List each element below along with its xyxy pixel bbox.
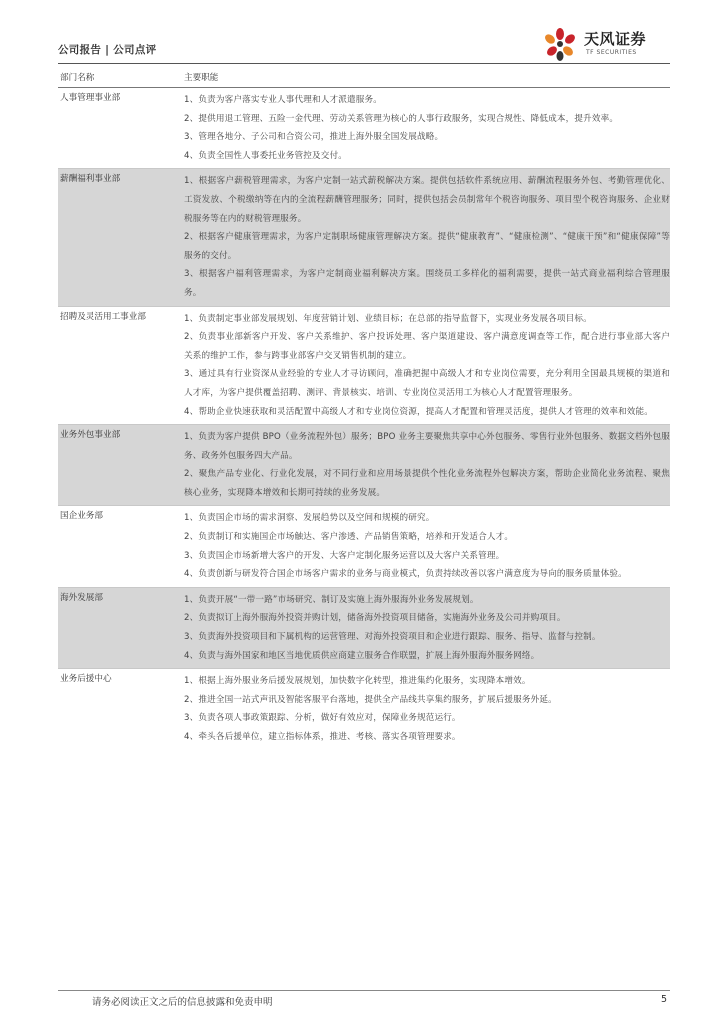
column-header-duties: 主要职能 (184, 67, 670, 88)
duty-item: 2、聚焦产品专业化、行业化发展，对不同行业和应用场景提供个性化业务流程外包解决方案，帮助企业简化业务流程、聚焦核心业务，实现降本增效和长期可持续的业务发展。 (184, 469, 670, 498)
department-name: 业务后援中心 (58, 669, 184, 750)
brand-logo (540, 26, 670, 62)
duty-item: 2、推进全国一站式声讯及智能客服平台落地，提供全产品线共享集约服务，扩展后援服务外延。 (184, 694, 557, 705)
column-header-department: 部门名称 (58, 67, 184, 88)
table-row (58, 506, 670, 587)
table-body (58, 88, 670, 750)
table-row (58, 587, 670, 668)
table-row (58, 425, 670, 506)
duty-item: 4、帮助企业快速获取和灵活配置中高级人才和专业岗位资源，提高人才配置和管理灵活度，提供人才管理的效率和效能。 (184, 406, 654, 417)
logo-english-text: TF SECURITIES (586, 49, 637, 56)
footer-divider (58, 990, 670, 991)
duty-item: 1、根据上海外服业务后援发展规划，加快数字化转型，推进集约化服务，实现降本增效。 (184, 676, 531, 687)
duty-item: 4、负责全国性人事委托业务管控及交付。 (184, 150, 348, 161)
department-duties (184, 88, 670, 169)
table-row (58, 169, 670, 306)
department-name: 业务外包事业部 (58, 425, 184, 506)
duty-item: 2、提供用退工管理、五险一金代理、劳动关系管理为核心的人事行政服务，实现合规性、降低成本，提升效率。 (184, 113, 619, 124)
department-name: 人事管理事业部 (58, 88, 184, 169)
department-duties (184, 587, 670, 668)
table-header-row (58, 67, 670, 88)
duty-item: 3、管理各地分、子公司和合资公司，推进上海外服全国发展战略。 (184, 132, 444, 143)
duty-item: 4、负责与海外国家和地区当地优质供应商建立服务合作联盟，扩展上海外服海外服务网络。 (184, 650, 540, 661)
disclaimer-text: 请务必阅读正文之后的信息披露和免责申明 (92, 997, 273, 1008)
logo-flower-icon (540, 26, 580, 62)
duty-item: 2、负责事业部新客户开发、客户关系维护、客户投诉处理、客户渠道建设、客户满意度调查等工作，配合进行事业部大客户关系的维护工作，参与跨事业部客户交叉销售机制的建立。 (184, 332, 670, 361)
duty-item: 1、根据客户薪税管理需求，为客户定制一站式薪税解决方案。提供包括软件系统应用、薪酬流程服务外包、考勤管理优化、工资发放、个税缴纳等在内的全流程薪酬管理服务；同时，提供包括会员制常年个税咨询服务、项目型个税咨询服务、企业财税服务等在内的财税管理服务。 (184, 176, 670, 224)
department-name: 国企业务部 (58, 506, 184, 587)
department-duties (184, 506, 670, 587)
duty-item: 1、负责国企市场的需求洞察、发展趋势以及空间和规模的研究。 (184, 513, 435, 524)
department-duties (184, 669, 670, 750)
duty-item: 4、牵头各后援单位，建立指标体系，推进、考核、落实各项管理要求。 (184, 732, 461, 742)
duty-item: 2、负责拟订上海外服海外投资并购计划，储备海外投资项目储备，实施海外业务及公司并购项目。 (184, 613, 566, 624)
logo-text: 天风证券 (584, 30, 647, 48)
page-number: 5 (660, 994, 667, 1005)
duty-item: 2、根据客户健康管理需求，为客户定制职场健康管理解决方案。提供“健康教育”、“健康检测”、“健康干预”和“健康保障”等服务的交付。 (184, 232, 670, 261)
duty-item: 1、负责开展“一带一路”市场研究、制订及实施上海外服海外业务发展规划。 (184, 594, 479, 605)
department-duties (184, 425, 670, 506)
duty-item: 3、负责各项人事政策跟踪、分析，做好有效应对，保障业务规范运行。 (184, 713, 461, 724)
duty-item: 1、负责为客户提供 BPO（业务流程外包）服务；BPO 业务主要聚焦共享中心外包服务、零售行业外包服务、数据文档外包服务、政务外包服务四大产品。 (184, 432, 670, 461)
duty-item: 1、负责制定事业部发展规划、年度营销计划、业绩目标；在总部的指导监督下，实现业务发展各项目标。 (184, 313, 592, 324)
department-name: 薪酬福利事业部 (58, 169, 184, 306)
department-duties (184, 169, 670, 306)
duty-item: 3、根据客户福利管理需求，为客户定制商业福利解决方案。围绕员工多样化的福利需要，提供一站式商业福利综合管理服务。 (184, 269, 670, 298)
department-table (58, 67, 670, 750)
table-row (58, 306, 670, 425)
department-duties (184, 306, 670, 425)
duty-item: 4、负责创新与研发符合国企市场客户需求的业务与商业模式，负责持续改善以客户满意度为导向的服务质量体验。 (184, 569, 627, 580)
table-row (58, 669, 670, 750)
duty-item: 1、负责为客户落实专业人事代理和人才派遣服务。 (184, 95, 382, 105)
duty-item: 3、负责国企市场新增大客户的开发、大客户定制化服务运营以及大客户关系管理。 (184, 550, 505, 561)
department-name: 招聘及灵活用工事业部 (58, 306, 184, 425)
table-row (58, 88, 670, 169)
duty-item: 3、通过具有行业资深从业经验的专业人才寻访顾问，准确把握中高级人才和专业岗位需要，充分利用全国最具规模的渠道和人才库，为客户提供覆盖招聘、测评、背景核实、培训、专业岗位灵活用工为核心人才配置管理服务。 (184, 369, 670, 398)
duty-item: 2、负责制订和实施国企市场触达、客户渗透、产品销售策略，培养和开发适合人才。 (184, 532, 514, 543)
duty-item: 3、负责海外投资项目和下属机构的运营管理、对海外投资项目和企业进行跟踪、服务、指导、监督与控制。 (184, 632, 601, 643)
page-header (58, 30, 670, 62)
header-divider (58, 63, 670, 64)
report-type-label: 公司报告 | 公司点评 (58, 44, 157, 56)
department-name: 海外发展部 (58, 587, 184, 668)
